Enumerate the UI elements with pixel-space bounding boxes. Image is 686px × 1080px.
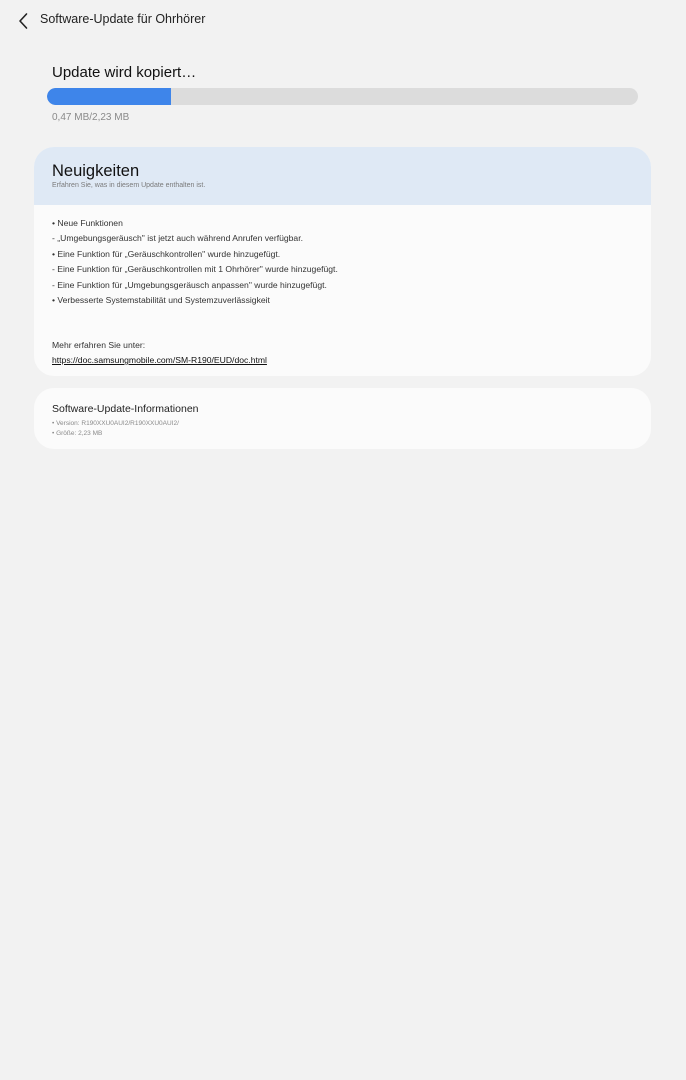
page-title: Software-Update für Ohrhörer — [40, 12, 206, 26]
news-item: • Neue Funktionen — [52, 218, 123, 228]
news-item: • Eine Funktion für „Geräuschkontrollen" wurde hinzugefügt. — [52, 248, 281, 259]
progress-bar-fill — [47, 88, 171, 105]
news-card — [34, 147, 651, 376]
chevron-left-icon — [17, 12, 29, 30]
news-card-header — [34, 147, 651, 205]
update-info-title: Software-Update-Informationen — [52, 403, 199, 415]
news-subtitle: Erfahren Sie, was in diesem Update enthalten ist. — [52, 182, 206, 189]
size-text: • Größe: 2,23 MB — [52, 430, 103, 437]
app-header — [0, 0, 686, 40]
progress-size-text: 0,47 MB/2,23 MB — [52, 112, 130, 123]
news-item: • Verbesserte Systemstabilität und Systemzuverlässigkeit — [52, 295, 270, 306]
more-info-link[interactable]: https://doc.samsungmobile.com/SM-R190/EUD/doc.html — [52, 355, 267, 365]
news-item: - Eine Funktion für „Umgebungsgeräusch anpassen" wurde hinzugefügt. — [52, 279, 327, 290]
news-list — [52, 216, 338, 308]
update-status-text: Update wird kopiert… — [52, 64, 197, 81]
news-title: Neuigkeiten — [52, 162, 140, 180]
back-button[interactable] — [10, 8, 36, 34]
update-info-card — [34, 388, 651, 449]
version-text: • Version: R190XXU0AUI2/R190XXU0AUI2/ — [52, 420, 179, 427]
news-item: - „Umgebungsgeräusch" ist jetzt auch während Anrufen verfügbar. — [52, 233, 303, 244]
news-item: - Eine Funktion für „Geräuschkontrollen mit 1 Ohrhörer" wurde hinzugefügt. — [52, 264, 338, 275]
more-info-label: Mehr erfahren Sie unter: — [52, 340, 146, 350]
progress-bar — [47, 88, 638, 105]
